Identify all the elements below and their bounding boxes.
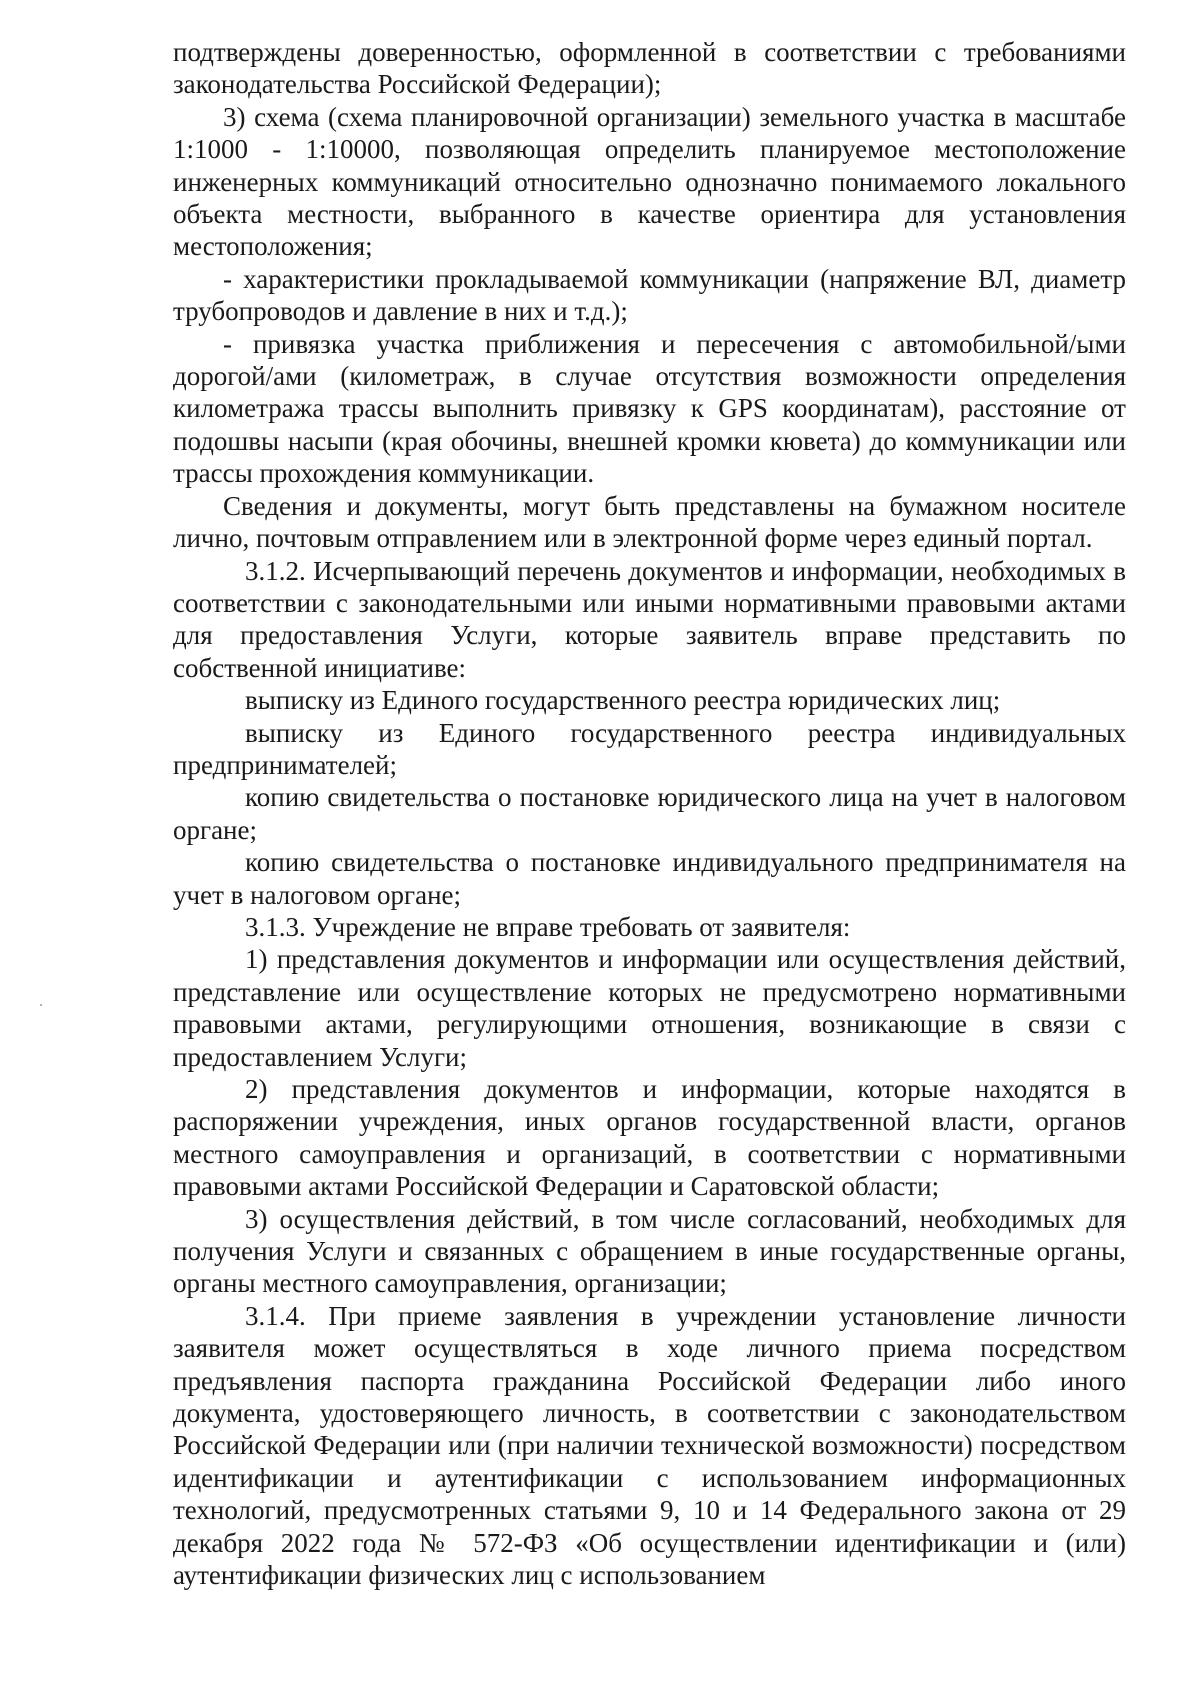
- paragraph-entrepreneur-certificate: копию свидетельства о постановке индивидуального предпринимателя на учет в налоговом органе;: [173, 847, 1126, 910]
- scan-artifact-dot: [40, 1004, 42, 1006]
- paragraph-3-1-3-item-2: 2) представления документов и информации, которые находятся в распоряжении учреждения, иных органов государственной власти, органов местного самоуправления и организаций, в соответствии с нормативными правовыми актами Российской Федерации и Саратовской области;: [173, 1074, 1126, 1202]
- paragraph-3-1-4: 3.1.4. При приеме заявления в учреждении установление личности заявителя может осуществляться в ходе личного приема посредством предъявления паспорта гражданина Российской Федерации либо иного документа, удостоверяющего личность, в соответствии с законодательством Российской Федерации или (при наличии технической возможности) посредством идентификации и аутентификации с использованием информационных технологий, предусмотренных статьями 9, 10 и 14 Федерального закона от 29 декабря 2022 года № 572-ФЗ «Об осуществлении идентификации и (или) аутентификации физических лиц с использованием: [173, 1300, 1126, 1591]
- paragraph-3-1-3: 3.1.3. Учреждение не вправе требовать от заявителя:: [245, 911, 851, 942]
- paragraph-legal-entity-certificate: копию свидетельства о постановке юридического лица на учет в налоговом органе;: [173, 782, 1126, 845]
- paragraph-3-1-3-item-1: 1) представления документов и информации или осуществления действий, представление или осуществление которых не предусмотрено нормативными правовыми актами, регулирующими отношения, возникающие в связи с предоставлением Услуги;: [173, 944, 1126, 1072]
- paragraph-binding: - привязка участка приближения и пересечения с автомобильной/ыми дорогой/ами (километраж, в случае отсутствия возможности определения километража трассы выполнить привязку к GPS координатам), расстояние от подошвы насыпи (края обочины, внешней кромки кювета) до коммуникации или трассы прохождения коммуникации.: [173, 328, 1126, 489]
- paragraph-egrip-extract: выписку из Единого государственного реестра индивидуальных предпринимателей;: [173, 717, 1126, 780]
- paragraph-egrul-extract: выписку из Единого государственного реестра юридических лиц;: [245, 685, 1001, 716]
- paragraph-characteristics: - характеристики прокладываемой коммуникации (напряжение ВЛ, диаметр трубопроводов и давление в них и т.д.);: [173, 263, 1126, 327]
- document-body: [173, 36, 1126, 1592]
- paragraph-3-1-3-item-3: 3) осуществления действий, в том числе согласований, необходимых для получения Услуги и связанных с обращением в иные государственные органы, органы местного самоуправления, организации;: [173, 1203, 1126, 1299]
- paragraph-item-3-scheme: 3) схема (схема планировочной организации) земельного участка в масштабе 1:1000 - 1:10000, позволяющая определить планируемое местоположение инженерных коммуникаций относительно однозначно понимаемого локального объекта местности, выбранного в качестве ориентира для установления местоположения;: [173, 101, 1126, 262]
- paragraph-continuation: подтверждены доверенностью, оформленной в соответствии с требованиями законодательства Российской Федерации);: [173, 37, 1126, 100]
- paragraph-submission-methods: Сведения и документы, могут быть представлены на бумажном носителе лично, почтовым отправлением или в электронной форме через единый портал.: [173, 490, 1126, 554]
- paragraph-3-1-2: 3.1.2. Исчерпывающий перечень документов и информации, необходимых в соответствии с законодательными или иными нормативными правовыми актами для предоставления Услуги, которые заявитель вправе представить по собственной инициативе:: [173, 555, 1126, 683]
